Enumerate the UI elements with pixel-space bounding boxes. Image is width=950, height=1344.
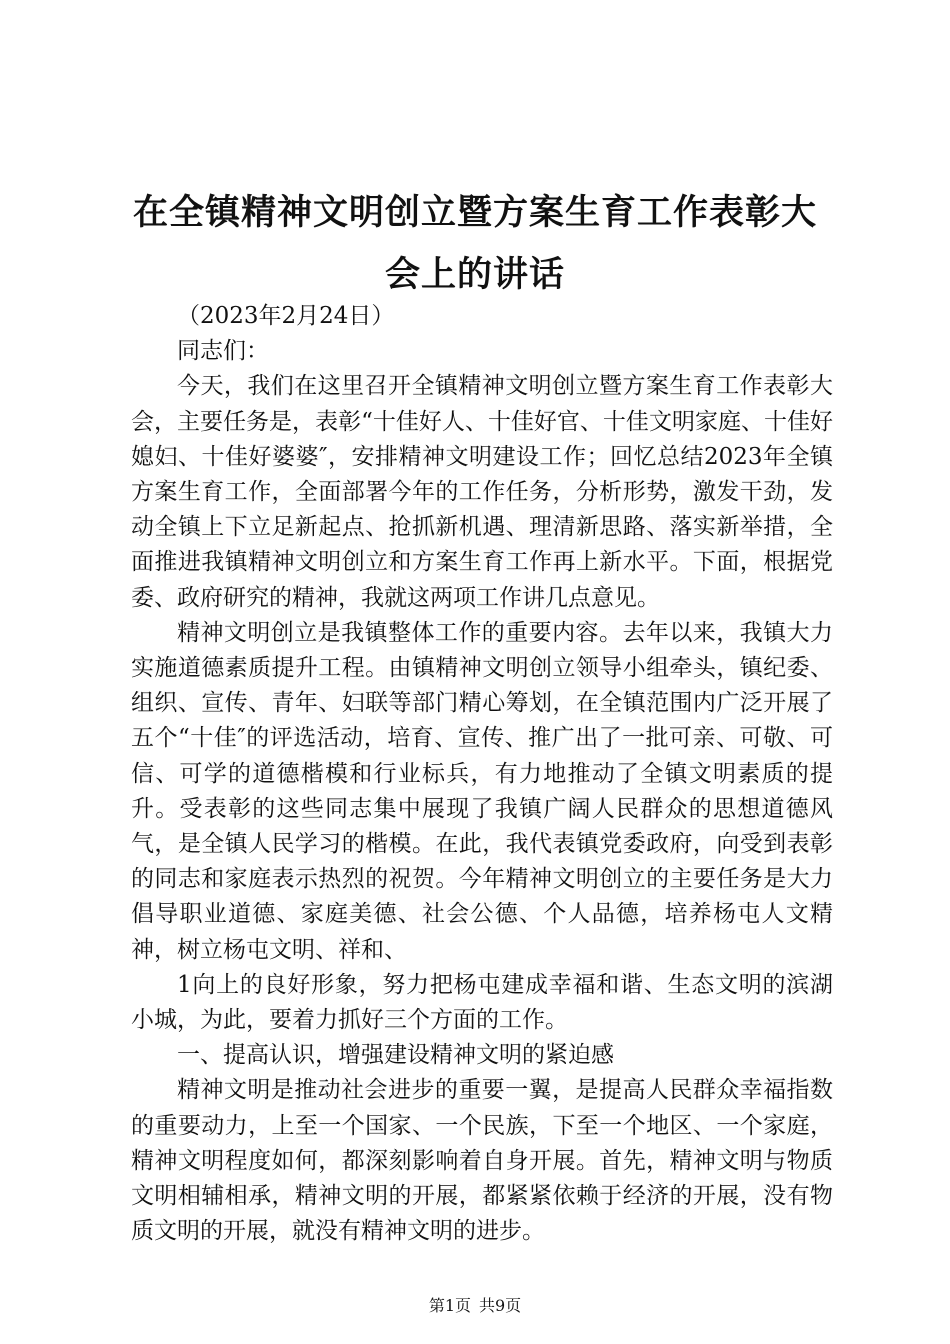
salutation: 同志们： <box>177 338 269 365</box>
page-total: 共9页 <box>479 1296 522 1315</box>
page-number: 第1页 <box>428 1296 471 1315</box>
section-heading: 一、提高认识，增强建设精神文明的紧迫感 <box>177 1042 614 1069</box>
date-line: （2023年2月24日） <box>177 303 395 329</box>
document-title: 在全镇精神文明创立暨方案生育工作表彰大会上的讲话 <box>132 192 817 295</box>
paragraph: 精神文明是推动社会进步的重要一翼，是提高人民群众幸福指数的重要动力，上至一个国家、一个民族，下至一个地区、一个家庭，精神文明程度如何，都深刻影响着自身开展。首先，精神文明与物质文明相辅相承，精神文明的开展，都紧紧依赖于经济的开展，没有物质文明的开展，就没有精神文明的进步。 <box>131 1077 833 1245</box>
page-footer <box>0 1296 950 1316</box>
document-body <box>131 299 833 1249</box>
paragraph: 今天，我们在这里召开全镇精神文明创立暨方案生育工作表彰大会，主要任务是，表彰“十佳好人、十佳好官、十佳文明家庭、十佳好媳妇、十佳好婆婆″，安排精神文明建设工作；回忆总结2023年全镇方案生育工作，全面部署今年的工作任务，分析形势，激发干劲，发动全镇上下立足新起点、抢抓新机遇、理清新思路、落实新举措，全面推进我镇精神文明创立和方案生育工作再上新水平。下面，根据党委、政府研究的精神，我就这两项工作讲几点意见。 <box>131 373 833 611</box>
paragraph: 1向上的良好形象，努力把杨屯建成幸福和谐、生态文明的滨湖小城，为此，要着力抓好三个方面的工作。 <box>131 971 833 1034</box>
paragraph: 精神文明创立是我镇整体工作的重要内容。去年以来，我镇大力实施道德素质提升工程。由镇精神文明创立领导小组牵头，镇纪委、组织、宣传、青年、妇联等部门精心筹划，在全镇范围内广泛开展了五个“十佳″的评选活动，培育、宣传、推广出了一批可亲、可敬、可信、可学的道德楷模和行业标兵，有力地推动了全镇文明素质的提升。受表彰的这些同志集中展现了我镇广阔人民群众的思想道德风气，是全镇人民学习的楷模。在此，我代表镇党委政府，向受到表彰的同志和家庭表示热烈的祝贺。今年精神文明创立的主要任务是大力倡导职业道德、家庭美德、社会公德、个人品德，培养杨屯人文精神，树立杨屯文明、祥和、 <box>131 619 833 963</box>
